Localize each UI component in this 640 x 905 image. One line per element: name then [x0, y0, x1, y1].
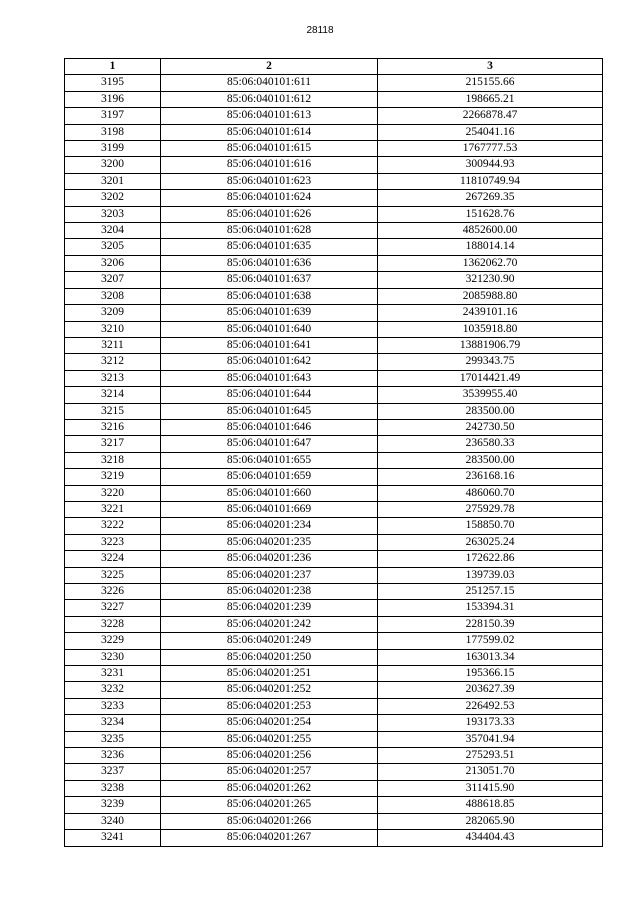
row-number-cell: 3225: [65, 567, 161, 583]
cadastral-number-cell: 85:06:040201:253: [161, 698, 378, 714]
value-cell: 198665.21: [378, 91, 603, 107]
table-row: [65, 813, 603, 829]
row-number-cell: 3228: [65, 616, 161, 632]
table-row: [65, 288, 603, 304]
cadastral-number-cell: 85:06:040201:235: [161, 534, 378, 550]
cadastral-number-cell: 85:06:040101:669: [161, 501, 378, 517]
cadastral-number-cell: 85:06:040201:242: [161, 616, 378, 632]
table-row: [65, 108, 603, 124]
row-number-cell: 3229: [65, 633, 161, 649]
table-row: [65, 731, 603, 747]
table-row: [65, 501, 603, 517]
cadastral-number-cell: 85:06:040101:655: [161, 452, 378, 468]
value-cell: 1767777.53: [378, 141, 603, 157]
value-cell: 311415.90: [378, 780, 603, 796]
row-number-cell: 3226: [65, 584, 161, 600]
table-row: [65, 830, 603, 846]
table-row: [65, 337, 603, 353]
row-number-cell: 3199: [65, 141, 161, 157]
value-cell: 177599.02: [378, 633, 603, 649]
table-row: [65, 551, 603, 567]
cadastral-number-cell: 85:06:040101:639: [161, 305, 378, 321]
row-number-cell: 3232: [65, 682, 161, 698]
row-number-cell: 3215: [65, 403, 161, 419]
cadastral-number-cell: 85:06:040101:647: [161, 436, 378, 452]
row-number-cell: 3227: [65, 600, 161, 616]
table-row: [65, 354, 603, 370]
table-row: [65, 173, 603, 189]
cadastral-number-cell: 85:06:040201:239: [161, 600, 378, 616]
table-row: [65, 157, 603, 173]
row-number-cell: 3211: [65, 337, 161, 353]
table-row: [65, 321, 603, 337]
row-number-cell: 3216: [65, 419, 161, 435]
cadastral-number-cell: 85:06:040201:267: [161, 830, 378, 846]
table-row: [65, 633, 603, 649]
row-number-cell: 3198: [65, 124, 161, 140]
cadastral-number-cell: 85:06:040101:624: [161, 190, 378, 206]
table-row: [65, 75, 603, 91]
cadastral-number-cell: 85:06:040101:643: [161, 370, 378, 386]
value-cell: 215155.66: [378, 75, 603, 91]
row-number-cell: 3213: [65, 370, 161, 386]
row-number-cell: 3236: [65, 748, 161, 764]
row-number-cell: 3231: [65, 666, 161, 682]
row-number-cell: 3206: [65, 255, 161, 271]
table-row: [65, 534, 603, 550]
value-cell: 300944.93: [378, 157, 603, 173]
value-cell: 275293.51: [378, 748, 603, 764]
value-cell: 213051.70: [378, 764, 603, 780]
table-row: [65, 419, 603, 435]
table-row: [65, 255, 603, 271]
row-number-cell: 3204: [65, 223, 161, 239]
cadastral-number-cell: 85:06:040101:638: [161, 288, 378, 304]
table-row: [65, 485, 603, 501]
table-row: [65, 682, 603, 698]
cadastral-number-cell: 85:06:040201:236: [161, 551, 378, 567]
cadastral-number-cell: 85:06:040101:636: [161, 255, 378, 271]
row-number-cell: 3205: [65, 239, 161, 255]
value-cell: 163013.34: [378, 649, 603, 665]
value-cell: 203627.39: [378, 682, 603, 698]
table-row: [65, 370, 603, 386]
value-cell: 242730.50: [378, 419, 603, 435]
cadastral-number-cell: 85:06:040201:234: [161, 518, 378, 534]
table-row: [65, 698, 603, 714]
cadastral-number-cell: 85:06:040101:614: [161, 124, 378, 140]
row-number-cell: 3223: [65, 534, 161, 550]
row-number-cell: 3201: [65, 173, 161, 189]
table-body: [65, 75, 603, 846]
table-row: [65, 91, 603, 107]
table-row: [65, 141, 603, 157]
cadastral-number-cell: 85:06:040201:237: [161, 567, 378, 583]
cadastral-number-cell: 85:06:040101:616: [161, 157, 378, 173]
cadastral-number-cell: 85:06:040101:642: [161, 354, 378, 370]
cadastral-number-cell: 85:06:040201:250: [161, 649, 378, 665]
value-cell: 228150.39: [378, 616, 603, 632]
row-number-cell: 3202: [65, 190, 161, 206]
header-row: [65, 59, 603, 75]
row-number-cell: 3238: [65, 780, 161, 796]
table-row: [65, 223, 603, 239]
value-cell: 1362062.70: [378, 255, 603, 271]
table-row: [65, 748, 603, 764]
value-cell: 2266878.47: [378, 108, 603, 124]
row-number-cell: 3209: [65, 305, 161, 321]
cadastral-number-cell: 85:06:040101:646: [161, 419, 378, 435]
table-row: [65, 124, 603, 140]
column-header-1: 1: [65, 59, 161, 75]
table-header: [65, 59, 603, 75]
table-row: [65, 239, 603, 255]
value-cell: 236580.33: [378, 436, 603, 452]
table-row: [65, 764, 603, 780]
cadastral-number-cell: 85:06:040201:249: [161, 633, 378, 649]
table-row: [65, 518, 603, 534]
table-row: [65, 387, 603, 403]
value-cell: 251257.15: [378, 584, 603, 600]
cadastral-number-cell: 85:06:040201:238: [161, 584, 378, 600]
row-number-cell: 3237: [65, 764, 161, 780]
cadastral-number-cell: 85:06:040201:254: [161, 715, 378, 731]
value-cell: 158850.70: [378, 518, 603, 534]
row-number-cell: 3195: [65, 75, 161, 91]
value-cell: 2085988.80: [378, 288, 603, 304]
row-number-cell: 3219: [65, 469, 161, 485]
value-cell: 321230.90: [378, 272, 603, 288]
cadastral-number-cell: 85:06:040101:645: [161, 403, 378, 419]
page-number: 28118: [306, 25, 334, 36]
row-number-cell: 3210: [65, 321, 161, 337]
value-cell: 17014421.49: [378, 370, 603, 386]
value-cell: 263025.24: [378, 534, 603, 550]
cadastral-number-cell: 85:06:040201:262: [161, 780, 378, 796]
row-number-cell: 3208: [65, 288, 161, 304]
cadastral-number-cell: 85:06:040201:251: [161, 666, 378, 682]
table-row: [65, 403, 603, 419]
row-number-cell: 3241: [65, 830, 161, 846]
cadastral-number-cell: 85:06:040101:644: [161, 387, 378, 403]
value-cell: 188014.14: [378, 239, 603, 255]
value-cell: 434404.43: [378, 830, 603, 846]
cadastral-number-cell: 85:06:040101:612: [161, 91, 378, 107]
value-cell: 172622.86: [378, 551, 603, 567]
value-cell: 11810749.94: [378, 173, 603, 189]
value-cell: 488618.85: [378, 797, 603, 813]
value-cell: 283500.00: [378, 452, 603, 468]
cadastral-number-cell: 85:06:040101:640: [161, 321, 378, 337]
row-number-cell: 3230: [65, 649, 161, 665]
cadastral-number-cell: 85:06:040101:659: [161, 469, 378, 485]
cadastral-number-cell: 85:06:040201:255: [161, 731, 378, 747]
row-number-cell: 3240: [65, 813, 161, 829]
value-cell: 275929.78: [378, 501, 603, 517]
table-row: [65, 305, 603, 321]
data-table: [64, 58, 603, 847]
value-cell: 226492.53: [378, 698, 603, 714]
row-number-cell: 3235: [65, 731, 161, 747]
value-cell: 139739.03: [378, 567, 603, 583]
table-row: [65, 190, 603, 206]
table-row: [65, 272, 603, 288]
cadastral-number-cell: 85:06:040101:635: [161, 239, 378, 255]
row-number-cell: 3214: [65, 387, 161, 403]
row-number-cell: 3218: [65, 452, 161, 468]
cadastral-number-cell: 85:06:040101:641: [161, 337, 378, 353]
column-header-2: 2: [161, 59, 378, 75]
table-row: [65, 206, 603, 222]
cadastral-number-cell: 85:06:040201:257: [161, 764, 378, 780]
value-cell: 267269.35: [378, 190, 603, 206]
table-row: [65, 584, 603, 600]
value-cell: 153394.31: [378, 600, 603, 616]
cadastral-number-cell: 85:06:040101:615: [161, 141, 378, 157]
cadastral-number-cell: 85:06:040101:628: [161, 223, 378, 239]
cadastral-number-cell: 85:06:040101:623: [161, 173, 378, 189]
value-cell: 195366.15: [378, 666, 603, 682]
value-cell: 282065.90: [378, 813, 603, 829]
table-row: [65, 780, 603, 796]
cadastral-number-cell: 85:06:040101:626: [161, 206, 378, 222]
row-number-cell: 3196: [65, 91, 161, 107]
table-row: [65, 567, 603, 583]
value-cell: 486060.70: [378, 485, 603, 501]
row-number-cell: 3221: [65, 501, 161, 517]
cadastral-number-cell: 85:06:040201:252: [161, 682, 378, 698]
cadastral-number-cell: 85:06:040101:611: [161, 75, 378, 91]
table-row: [65, 715, 603, 731]
row-number-cell: 3207: [65, 272, 161, 288]
value-cell: 236168.16: [378, 469, 603, 485]
value-cell: 13881906.79: [378, 337, 603, 353]
cadastral-number-cell: 85:06:040201:256: [161, 748, 378, 764]
row-number-cell: 3233: [65, 698, 161, 714]
row-number-cell: 3197: [65, 108, 161, 124]
value-cell: 254041.16: [378, 124, 603, 140]
row-number-cell: 3234: [65, 715, 161, 731]
table-row: [65, 616, 603, 632]
row-number-cell: 3239: [65, 797, 161, 813]
cadastral-number-cell: 85:06:040201:265: [161, 797, 378, 813]
table-row: [65, 436, 603, 452]
value-cell: 357041.94: [378, 731, 603, 747]
table-row: [65, 469, 603, 485]
row-number-cell: 3224: [65, 551, 161, 567]
value-cell: 283500.00: [378, 403, 603, 419]
table-row: [65, 797, 603, 813]
row-number-cell: 3212: [65, 354, 161, 370]
row-number-cell: 3220: [65, 485, 161, 501]
row-number-cell: 3217: [65, 436, 161, 452]
row-number-cell: 3200: [65, 157, 161, 173]
value-cell: 193173.33: [378, 715, 603, 731]
table-row: [65, 666, 603, 682]
cadastral-number-cell: 85:06:040101:660: [161, 485, 378, 501]
value-cell: 1035918.80: [378, 321, 603, 337]
value-cell: 4852600.00: [378, 223, 603, 239]
row-number-cell: 3203: [65, 206, 161, 222]
cadastral-number-cell: 85:06:040201:266: [161, 813, 378, 829]
table-row: [65, 600, 603, 616]
cadastral-number-cell: 85:06:040101:637: [161, 272, 378, 288]
value-cell: 299343.75: [378, 354, 603, 370]
value-cell: 2439101.16: [378, 305, 603, 321]
table-row: [65, 649, 603, 665]
cadastral-number-cell: 85:06:040101:613: [161, 108, 378, 124]
value-cell: 151628.76: [378, 206, 603, 222]
value-cell: 3539955.40: [378, 387, 603, 403]
row-number-cell: 3222: [65, 518, 161, 534]
column-header-3: 3: [378, 59, 603, 75]
table-row: [65, 452, 603, 468]
